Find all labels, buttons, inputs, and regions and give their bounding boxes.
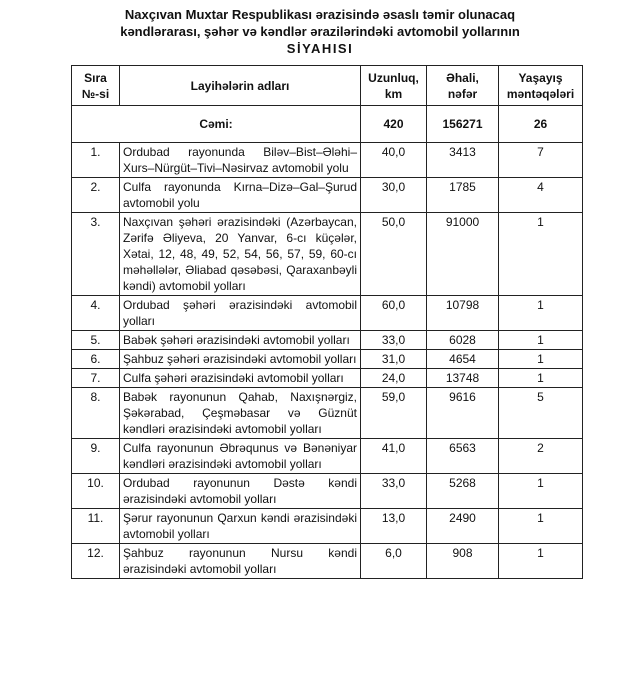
settlement-count: 2: [499, 439, 583, 474]
table-row: [72, 474, 583, 509]
population: 2490: [427, 509, 499, 544]
project-name: Culfa rayonunun Əbrəqunus və Bənəniyar kəndləri ərazisindəki avtomobil yolları: [120, 439, 361, 474]
length-km: 24,0: [361, 369, 427, 388]
header-settlements: Yaşayış məntəqələri: [499, 66, 583, 106]
settlement-count: 1: [499, 213, 583, 296]
total-settlements: 26: [499, 106, 583, 143]
settlement-count: 7: [499, 143, 583, 178]
header-population: Əhali, nəfər: [427, 66, 499, 106]
table-row: [72, 439, 583, 474]
population: 3413: [427, 143, 499, 178]
row-number: 12.: [72, 544, 120, 579]
table-row: [72, 331, 583, 350]
project-name: Babək rayonunun Qahab, Naxışnərgiz, Şəkərabad, Çeşməbasar və Güznüt kəndləri ərazisindəki avtomobil yolları: [120, 388, 361, 439]
table-row: [72, 178, 583, 213]
total-label: Cəmi:: [72, 106, 361, 143]
length-km: 33,0: [361, 331, 427, 350]
project-name: Ordubad şəhəri ərazisindəki avtomobil yolları: [120, 296, 361, 331]
length-km: 41,0: [361, 439, 427, 474]
settlement-count: 1: [499, 509, 583, 544]
header-name: Layihələrin adları: [120, 66, 361, 106]
length-km: 60,0: [361, 296, 427, 331]
settlement-count: 1: [499, 369, 583, 388]
project-name: Culfa rayonunda Kırna–Dizə–Gal–Şurud avtomobil yolu: [120, 178, 361, 213]
settlement-count: 5: [499, 388, 583, 439]
project-name: Ordubad rayonunda Biləv–Bist–Ələhi–Xurs–Nürgüt–Tivi–Nəsirvaz avtomobil yolu: [120, 143, 361, 178]
length-km: 30,0: [361, 178, 427, 213]
population: 9616: [427, 388, 499, 439]
project-name: Culfa şəhəri ərazisindəki avtomobil yolları: [120, 369, 361, 388]
population: 908: [427, 544, 499, 579]
length-km: 33,0: [361, 474, 427, 509]
title-line-1: Naxçıvan Muxtar Respublikası ərazisində əsaslı təmir olunacaq: [124, 7, 516, 22]
project-name: Şahbuz şəhəri ərazisindəki avtomobil yolları: [120, 350, 361, 369]
settlement-count: 1: [499, 544, 583, 579]
table-row: [72, 509, 583, 544]
length-km: 40,0: [361, 143, 427, 178]
row-number: 4.: [72, 296, 120, 331]
table-row: [72, 143, 583, 178]
row-number: 7.: [72, 369, 120, 388]
project-name: Şahbuz rayonunun Nursu kəndi ərazisindəki avtomobil yolları: [120, 544, 361, 579]
population: 13748: [427, 369, 499, 388]
project-name: Babək şəhəri ərazisindəki avtomobil yolları: [120, 331, 361, 350]
header-length: Uzunluq, km: [361, 66, 427, 106]
population: 6028: [427, 331, 499, 350]
table-row: [72, 388, 583, 439]
length-km: 50,0: [361, 213, 427, 296]
population: 6563: [427, 439, 499, 474]
length-km: 13,0: [361, 509, 427, 544]
row-number: 11.: [72, 509, 120, 544]
total-row: [72, 106, 583, 143]
length-km: 59,0: [361, 388, 427, 439]
length-km: 6,0: [361, 544, 427, 579]
row-number: 8.: [72, 388, 120, 439]
project-name: Şərur rayonunun Qarxun kəndi ərazisindəki avtomobil yolları: [120, 509, 361, 544]
row-number: 6.: [72, 350, 120, 369]
population: 1785: [427, 178, 499, 213]
title-line-2: kəndlərarası, şəhər və kəndlər ərazilərindəki avtomobil yollarının: [120, 24, 520, 39]
row-number: 9.: [72, 439, 120, 474]
settlement-count: 1: [499, 350, 583, 369]
population: 91000: [427, 213, 499, 296]
length-km: 31,0: [361, 350, 427, 369]
project-name: Naxçıvan şəhəri ərazisindəki (Azərbaycan, Zərifə Əliyeva, 20 Yanvar, 6-cı küçələr, Xətai, 12, 48, 49, 52, 54, 56, 57, 59, 60-cı məhəllələr, Əliabad qəsəbəsi, Qaraxanbəyli kəndi) avtomobil yolları: [120, 213, 361, 296]
document-title: [0, 0, 640, 57]
settlement-count: 1: [499, 331, 583, 350]
settlement-count: 4: [499, 178, 583, 213]
row-number: 3.: [72, 213, 120, 296]
population: 5268: [427, 474, 499, 509]
title-line-3: SİYAHISI: [286, 41, 354, 56]
table-row: [72, 369, 583, 388]
population: 4654: [427, 350, 499, 369]
table-header-row: [72, 66, 583, 106]
total-length: 420: [361, 106, 427, 143]
row-number: 1.: [72, 143, 120, 178]
row-number: 5.: [72, 331, 120, 350]
table-row: [72, 350, 583, 369]
table-row: [72, 296, 583, 331]
roads-table: [71, 65, 583, 579]
row-number: 2.: [72, 178, 120, 213]
total-population: 156271: [427, 106, 499, 143]
table-row: [72, 544, 583, 579]
header-no: Sıra №-si: [72, 66, 120, 106]
row-number: 10.: [72, 474, 120, 509]
settlement-count: 1: [499, 296, 583, 331]
project-name: Ordubad rayonunun Dəstə kəndi ərazisindəki avtomobil yolları: [120, 474, 361, 509]
table-row: [72, 213, 583, 296]
settlement-count: 1: [499, 474, 583, 509]
population: 10798: [427, 296, 499, 331]
